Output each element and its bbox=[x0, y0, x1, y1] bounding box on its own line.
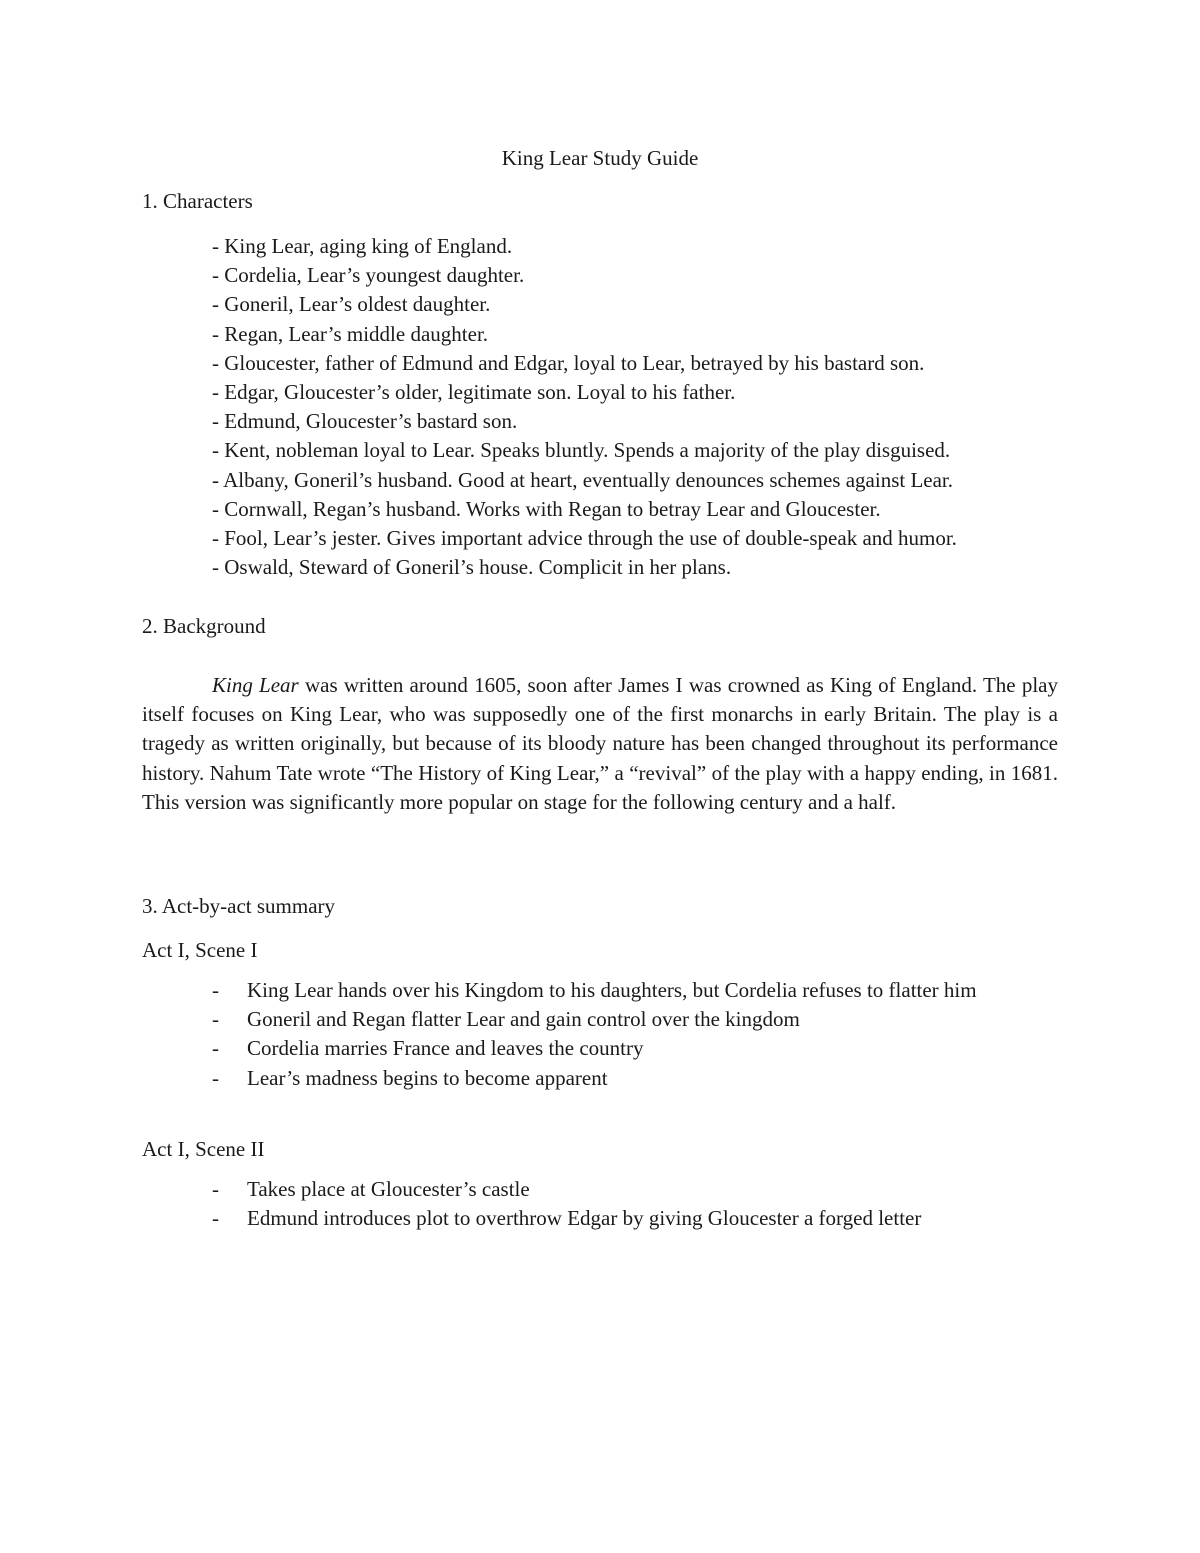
summary-point-text: Cordelia marries France and leaves the country bbox=[247, 1036, 644, 1061]
characters-list bbox=[212, 232, 957, 582]
background-text: was written around 1605, soon after James I was crowned as King of England. The play itself focuses on King Lear, who was supposedly one of the first monarchs in early Britain. The play is a tragedy as written originally, but because of its bloody nature has been changed throughout its performance history. Nahum Tate wrote “The History of King Lear,” a “revival” of the play with a happy ending, in 1681. This version was significantly more popular on stage for the following century and a half. bbox=[142, 673, 1058, 814]
document-title: King Lear Study Guide bbox=[501, 146, 699, 170]
character-item: - Kent, nobleman loyal to Lear. Speaks bluntly. Spends a majority of the play disguised. bbox=[212, 438, 951, 463]
summary-point-text: Takes place at Gloucester’s castle bbox=[247, 1177, 530, 1201]
bullet-dash: - bbox=[212, 1206, 219, 1231]
scene-title: Act I, Scene II bbox=[142, 1137, 265, 1161]
summary-point bbox=[212, 1204, 1058, 1233]
summary-point-text: King Lear hands over his Kingdom to his daughters, but Cordelia refuses to flatter him bbox=[247, 978, 977, 1002]
scene-1-points bbox=[212, 976, 1058, 1093]
summary-point-text: Goneril and Regan flatter Lear and gain control over the kingdom bbox=[247, 1007, 800, 1032]
summary-point bbox=[212, 1175, 1058, 1204]
character-item: - Goneril, Lear’s oldest daughter. bbox=[212, 292, 491, 317]
bullet-dash: - bbox=[212, 1177, 219, 1201]
background-paragraph bbox=[142, 671, 1058, 817]
scene-2-points bbox=[212, 1175, 1058, 1233]
character-item: - Cornwall, Regan’s husband. Works with Regan to betray Lear and Gloucester. bbox=[212, 496, 881, 521]
character-item: - Oswald, Steward of Goneril’s house. Complicit in her plans. bbox=[212, 555, 732, 580]
bullet-dash: - bbox=[212, 1007, 219, 1032]
summary-point-text: Edmund introduces plot to overthrow Edgar by giving Gloucester a forged letter bbox=[247, 1206, 922, 1231]
character-item: - Gloucester, father of Edmund and Edgar, loyal to Lear, betrayed by his bastard son. bbox=[212, 350, 925, 375]
character-item: - Cordelia, Lear’s youngest daughter. bbox=[212, 263, 525, 288]
character-item: - Edmund, Gloucester’s bastard son. bbox=[212, 409, 518, 434]
character-item: - Regan, Lear’s middle daughter. bbox=[212, 321, 489, 346]
scene-title: Act I, Scene I bbox=[142, 938, 258, 962]
background-heading: 2. Background bbox=[142, 614, 266, 638]
play-title-italic: King Lear bbox=[212, 673, 299, 697]
bullet-dash: - bbox=[212, 1036, 219, 1061]
summary-point bbox=[212, 1005, 1058, 1034]
characters-heading: 1. Characters bbox=[142, 189, 253, 213]
character-item: - Edgar, Gloucester’s older, legitimate son. Loyal to his father. bbox=[212, 380, 736, 405]
character-item: - Albany, Goneril’s husband. Good at heart, eventually denounces schemes against Lear. bbox=[212, 467, 954, 492]
bullet-dash: - bbox=[212, 978, 219, 1002]
bullet-dash: - bbox=[212, 1065, 219, 1090]
summary-point-text: Lear’s madness begins to become apparent bbox=[247, 1065, 608, 1090]
character-item: - King Lear, aging king of England. bbox=[212, 234, 513, 258]
summary-point bbox=[212, 1034, 1058, 1063]
character-item: - Fool, Lear’s jester. Gives important advice through the use of double-speak and humor. bbox=[212, 526, 957, 551]
summary-heading: 3. Act-by-act summary bbox=[142, 894, 336, 918]
summary-point bbox=[212, 1064, 1058, 1093]
summary-point bbox=[212, 976, 1058, 1005]
